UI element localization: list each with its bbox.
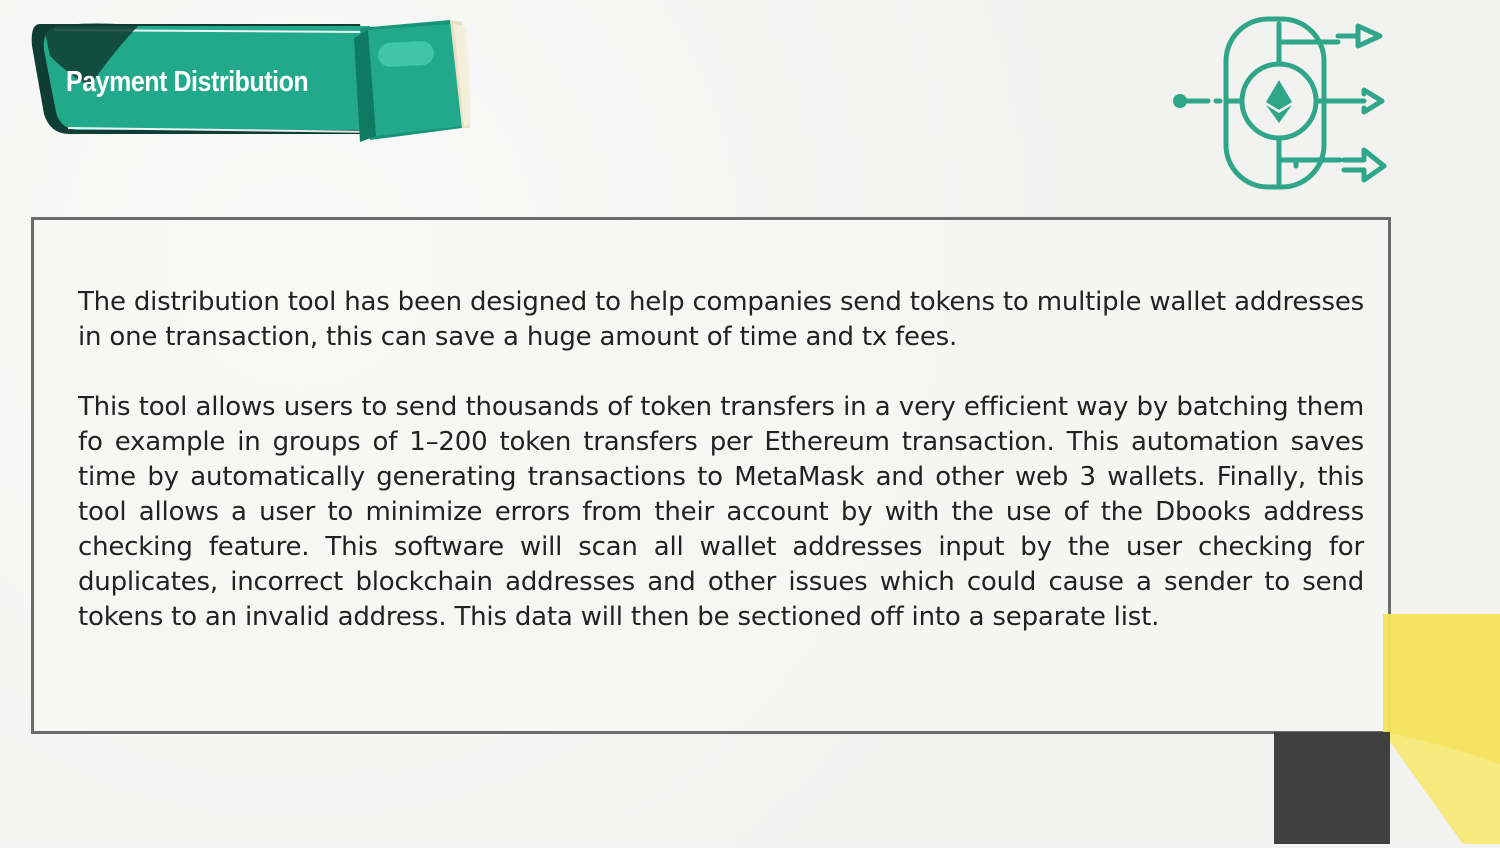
ethereum-distribution-icon <box>1168 14 1392 194</box>
content-box <box>31 217 1391 734</box>
yellow-accent-shape <box>1383 614 1500 844</box>
paragraph-intro: The distribution tool has been designed to help companies send tokens to multiple wallet addresses in one transaction, this can save a huge amount of time and tx fees. <box>78 287 1364 352</box>
page-title: Payment Distribution <box>66 66 309 98</box>
dark-accent-shape <box>1274 732 1390 844</box>
paragraph-details: This tool allows users to send thousands of token transfers in a very efficient way by batching them fo example in groups of 1–200 token transfers per Ethereum transaction. This automation saves time by automatically generating transactions to MetaMask and other web 3 wallets. Finally, this tool allows a user to minimize errors from their account by with the use of the Dbooks address checking feature. This software will scan all wallet addresses input by the user checking for duplicates, incorrect blockchain addresses and other issues which could cause a sender to send tokens to an invalid address. This data will then be sectioned off into a separate list. <box>78 392 1364 632</box>
